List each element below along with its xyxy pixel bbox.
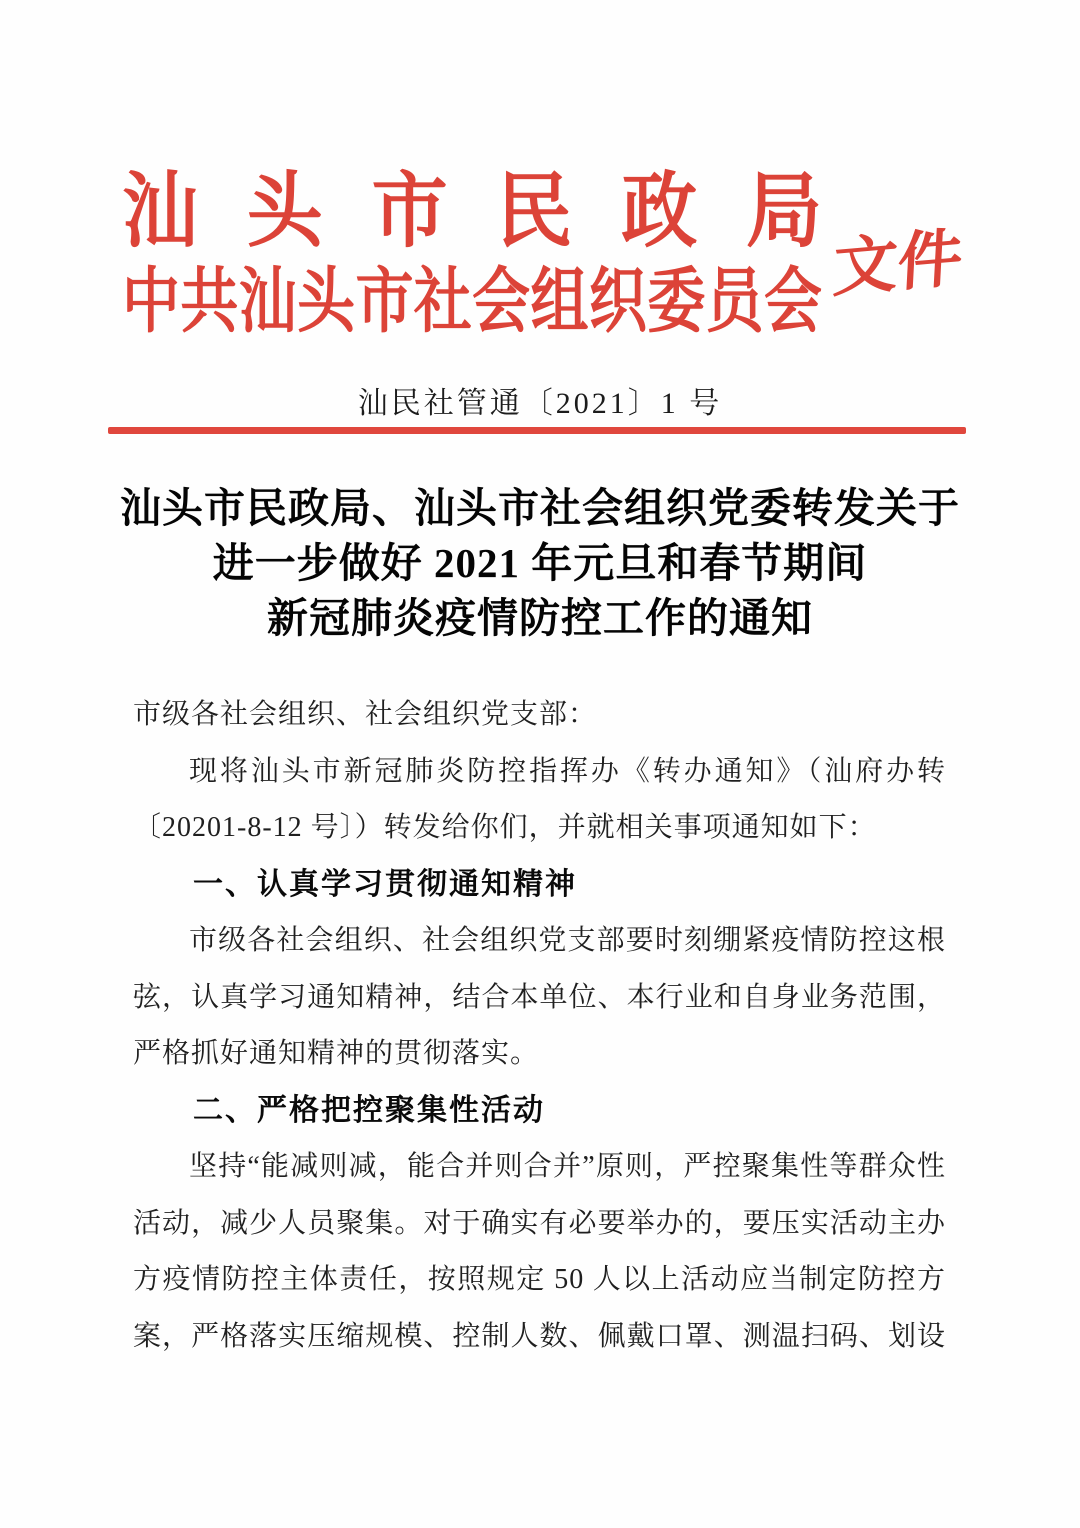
paragraph-line: 严格抓好通知精神的贯彻落实。: [133, 1038, 540, 1069]
letterhead-org-line2: 中共汕头市社会组织委员会: [122, 262, 822, 342]
title-line-3: 新冠肺炎疫情防控工作的通知: [267, 595, 813, 641]
section-heading-2: 二、严格把控聚集性活动: [193, 1093, 545, 1127]
red-divider-line: [108, 427, 966, 434]
paragraph-line: 弦，认真学习通知精神，结合本单位、本行业和自身业务范围，: [133, 981, 946, 1013]
paragraph-line: 〔20201-8-12 号〕）转发给你们，并就相关事项通知如下：: [133, 812, 877, 843]
title-line-2: 进一步做好 2021 年元旦和春节期间: [212, 540, 868, 586]
document-number: 汕民社管通〔2021〕1 号: [357, 387, 723, 420]
letterhead-doc-type-label: 文件: [831, 222, 965, 305]
salutation-line: 市级各社会组织、社会组织党支部：: [133, 699, 598, 730]
letterhead-org-lines: [122, 160, 822, 342]
letterhead-org-line1: 汕头市民政局: [122, 166, 822, 258]
paragraph-line: 坚持“能减则减，能合并则合并”原则，严控聚集性等群众性: [189, 1151, 946, 1182]
paragraph-line: 活动，减少人员聚集。对于确实有必要举办的，要压实活动主办: [133, 1207, 946, 1239]
paragraph-line: 案，严格落实压缩规模、控制人数、佩戴口罩、测温扫码、划设: [133, 1320, 946, 1352]
section-heading-1: 一、认真学习贯彻通知精神: [193, 867, 577, 901]
paragraph-line: 市级各社会组织、社会组织党支部要时刻绷紧疫情防控这根: [189, 925, 946, 956]
document-body: [133, 687, 946, 1365]
paragraph-line: 现将汕头市新冠肺炎防控指挥办《转办通知》（汕府办转: [189, 755, 946, 787]
title-line-1: 汕头市民政局、汕头市社会组织党委转发关于: [120, 485, 960, 531]
letterhead: [122, 160, 968, 345]
paragraph-line: 方疫情防控主体责任，按照规定 50 人以上活动应当制定防控方: [133, 1264, 946, 1295]
document-title: [60, 481, 1020, 646]
